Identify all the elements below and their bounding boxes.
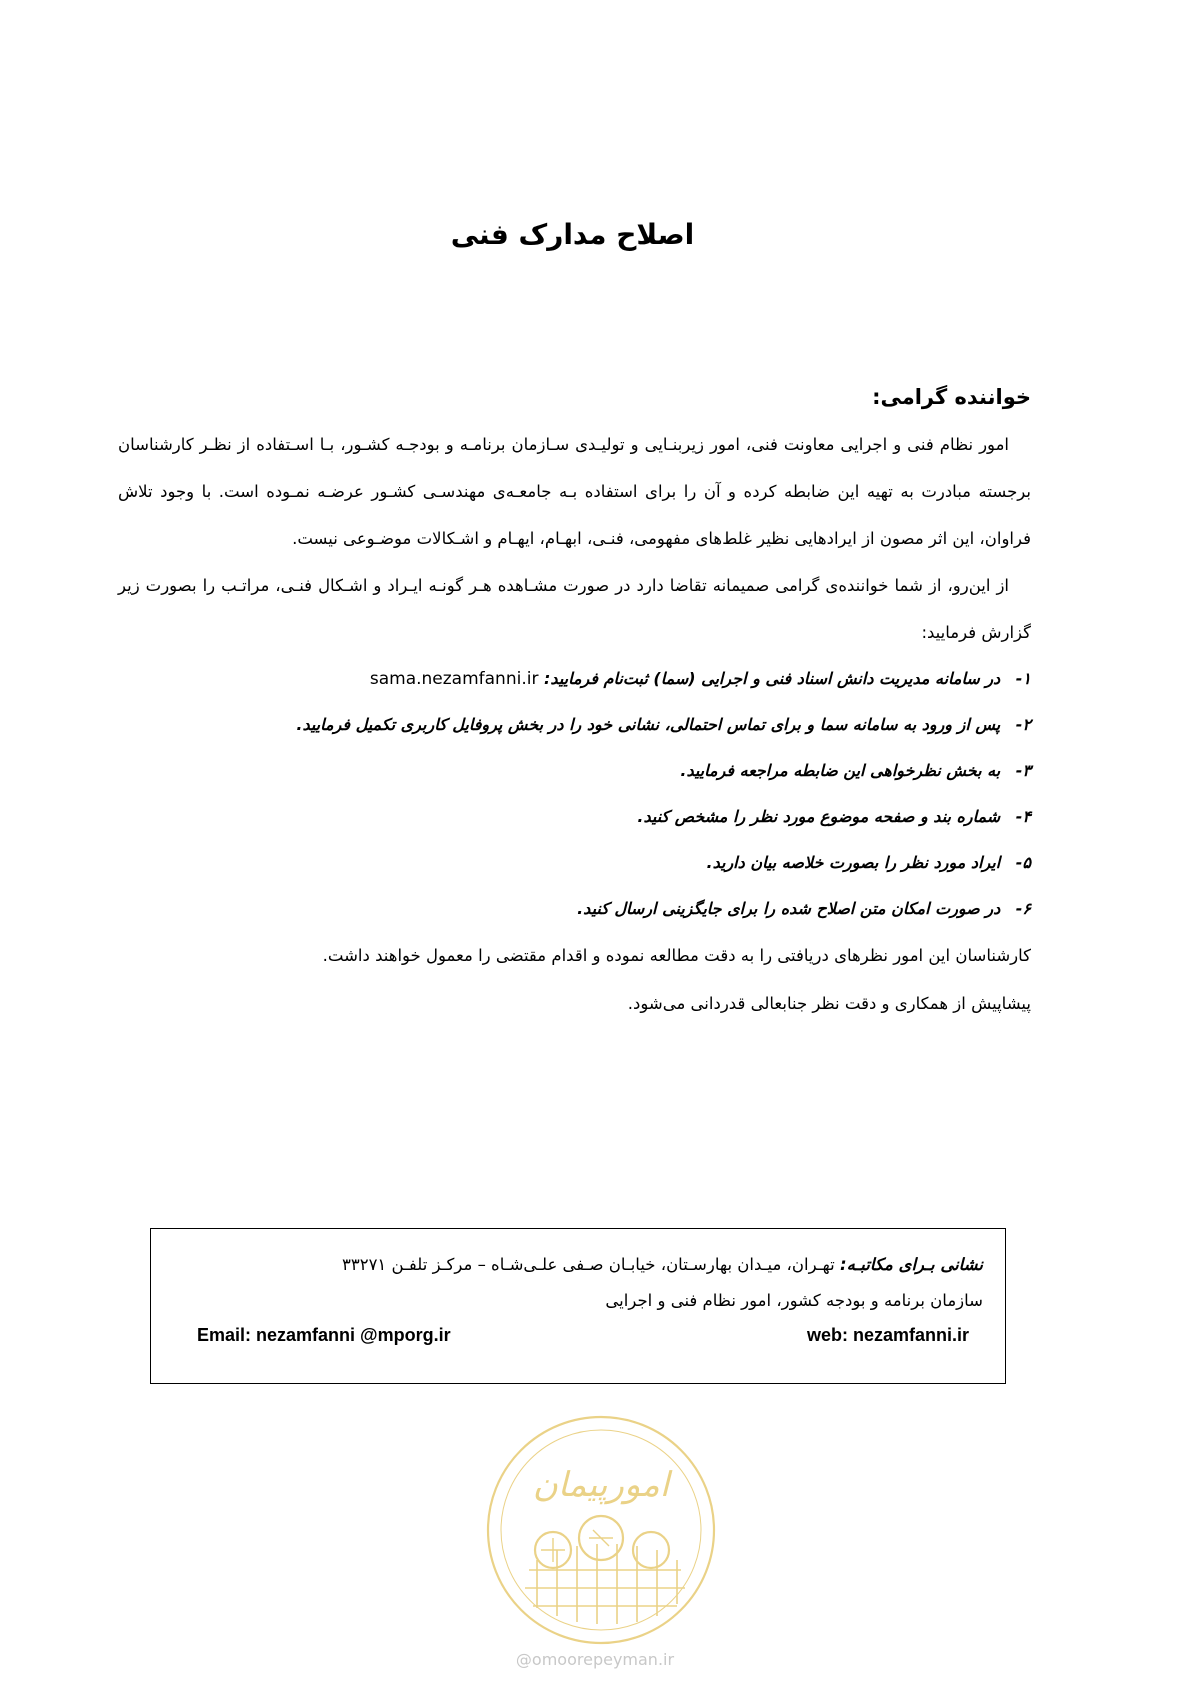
- list-item: [118, 840, 1031, 886]
- item-text: شماره بند و صفحه موضوع مورد نظر را مشخص کنید.: [637, 807, 1001, 826]
- list-item: [118, 794, 1031, 840]
- thanks-line: پیشاپیش از همکاری و دقت نظر جنابعالی قدردانی می‌شود.: [627, 994, 1031, 1013]
- item-number: ۲-: [1015, 715, 1031, 734]
- email-link[interactable]: Email: nezamfanni @mporg.ir: [197, 1325, 451, 1345]
- item-text: ایراد مورد نظر را بصورت خلاصه بیان دارید.: [706, 853, 1001, 872]
- web-link[interactable]: web: nezamfanni.ir: [806, 1325, 969, 1345]
- address-street: تهـران، میـدان بهارسـتان، خیابـان صـفی علـی‌شـاه – مرکـز تلفـن ۳۳۲۷۱: [341, 1255, 835, 1274]
- watermark-site: @omoorepeyman.ir: [515, 1650, 675, 1669]
- page-title: اصلاح مدارک فنی: [450, 218, 695, 251]
- contact-row: [173, 1325, 983, 1355]
- item-number: ۱-: [1015, 669, 1031, 688]
- item-number: ۵-: [1015, 853, 1031, 872]
- steps-list: [118, 656, 1031, 932]
- item-text: در سامانه مدیریت دانش اسناد فنی و اجرایی (سما) ثبت‌نام فرمایید:: [544, 669, 1001, 688]
- watermark-seal: [481, 1410, 721, 1650]
- closing-line: کارشناسان این امور نظرهای دریافتی را به دقت مطالعه نموده و اقدام مقتضی را معمول خواهند داشت.: [322, 946, 1031, 965]
- request-paragraph: از این‌رو، از شما خواننده‌ی گرامی صمیمانه تقاضا دارد در صورت مشـاهده هـر گونـه ایـراد و اشـکال فنـی، مراتـب را بصورت زیر گزارش فرمایید:: [118, 576, 1031, 642]
- contact-address-box: [150, 1228, 1006, 1384]
- address-line: [173, 1247, 983, 1283]
- list-item: [118, 656, 1031, 702]
- item-number: ۶-: [1015, 899, 1031, 918]
- list-item: [118, 748, 1031, 794]
- item-text: پس از ورود به سامانه سما و برای تماس احتمالی، نشانی خود را در بخش پروفایل کاربری تکمیل فرمایید.: [296, 715, 1001, 734]
- item-text: در صورت امکان متن اصلاح شده را برای جایگزینی ارسال کنید.: [577, 899, 1001, 918]
- sama-link[interactable]: sama.nezamfanni.ir: [369, 669, 539, 689]
- intro-paragraph: امور نظام فنی و اجرایی معاونت فنی، امور زیربنـایی و تولیـدی سـازمان برنامـه و بودجـه کشـور، بـا اسـتفاده از نظـر کارشناسان برجسته مبادرت به تهیه این ضابطه کرده و آن را برای استفاده بـه جامعـه‌ی مهندسـی کشـور عرضـه نمـوده است. با وجود تلاش فراوان، این اثر مصون از ایرادهایی نظیر غلط‌های مفهومی، فنـی، ابهـام، ایهـام و اشـکالات موضـوعی نیست.: [118, 435, 1031, 548]
- greeting-heading: خواننده گرامی:: [872, 385, 1031, 409]
- item-text: به بخش نظرخواهی این ضابطه مراجعه فرمایید.: [680, 761, 1001, 780]
- list-item: [118, 702, 1031, 748]
- address-label: نشانی بـرای مکاتبـه:: [839, 1255, 983, 1274]
- watermark-script: امورپیمان: [532, 1465, 670, 1505]
- list-item: [118, 886, 1031, 932]
- document-body: [118, 385, 1031, 1028]
- address-organization: سازمان برنامه و بودجه کشور، امور نظام فنی و اجرایی: [605, 1291, 983, 1310]
- item-number: ۳-: [1015, 761, 1031, 780]
- item-number: ۴-: [1015, 807, 1031, 826]
